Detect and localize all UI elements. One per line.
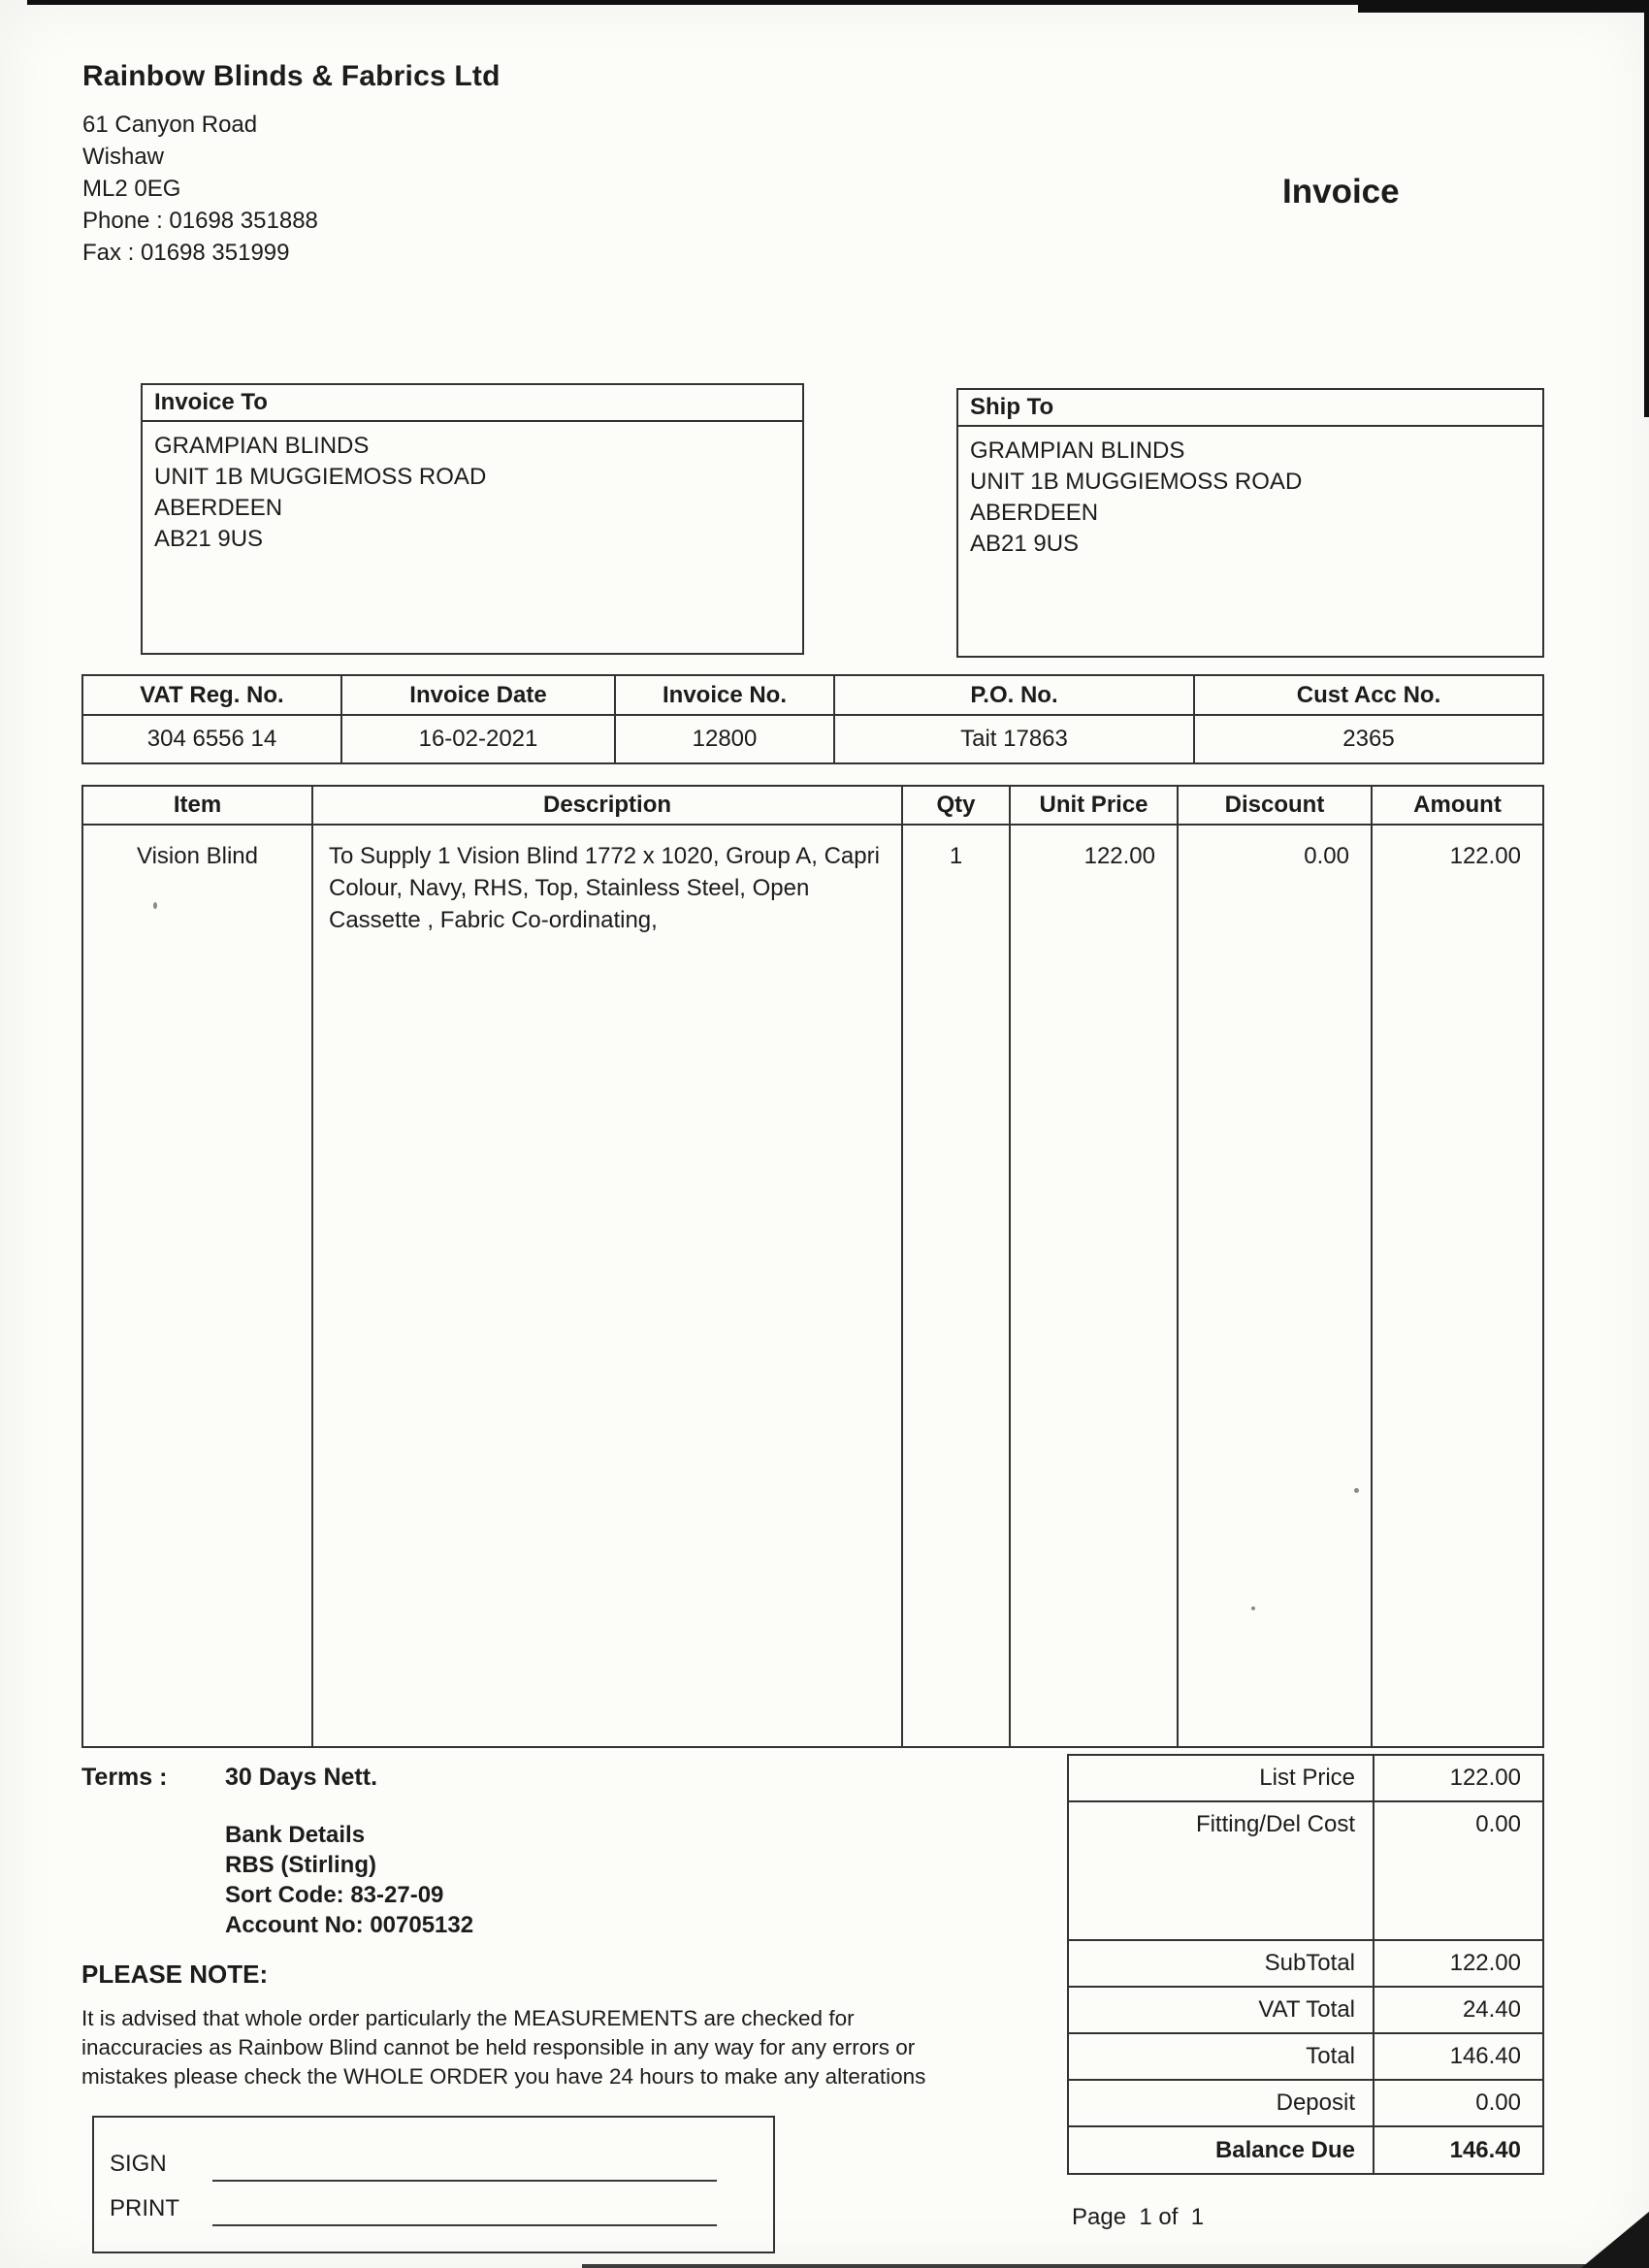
ship-to-line: AB21 9US <box>970 531 1080 557</box>
totals-row-vat-total <box>1069 1988 1542 2034</box>
bank-name: RBS (Stirling) <box>225 1852 376 1878</box>
item-cell-description: To Supply 1 Vision Blind 1772 x 1020, Group A, Capri Colour, Navy, RHS, Top, Stainless Steel, Open Cassette , Fabric Co-ordinating, <box>311 826 901 1746</box>
ship-to-line: UNIT 1B MUGGIEMOSS ROAD <box>970 469 1303 495</box>
totals-label: SubTotal <box>1069 1941 1374 1986</box>
document-title: Invoice <box>1282 173 1400 211</box>
scan-artifact-right-edge <box>1644 0 1649 417</box>
company-name: Rainbow Blinds & Fabrics Ltd <box>82 60 501 92</box>
totals-value: 0.00 <box>1475 1811 1521 1837</box>
totals-label: Fitting/Del Cost <box>1069 1802 1374 1939</box>
item-cell-amount: 122.00 <box>1371 826 1542 1746</box>
totals-value: 146.40 <box>1449 2043 1521 2069</box>
totals-row-total <box>1069 2034 1542 2081</box>
totals-label: VAT Total <box>1069 1988 1374 2032</box>
terms-label: Terms : <box>81 1764 168 1791</box>
sign-signature-line[interactable] <box>212 2151 717 2182</box>
invoice-to-line: GRAMPIAN BLINDS <box>154 433 370 459</box>
item-cell-discount: 0.00 <box>1177 826 1371 1746</box>
print-row <box>110 2182 773 2226</box>
item-cell-unit-price: 122.00 <box>1009 826 1177 1746</box>
ship-to-line: GRAMPIAN BLINDS <box>970 437 1185 464</box>
invoice-to-line: AB21 9US <box>154 526 264 552</box>
invoice-to-line: UNIT 1B MUGGIEMOSS ROAD <box>154 464 487 490</box>
meta-header-po-no: P.O. No. <box>833 676 1193 714</box>
meta-header-row <box>83 676 1542 716</box>
company-address-line: 61 Canyon Road <box>82 112 258 138</box>
terms-value: 30 Days Nett. <box>225 1764 378 1791</box>
items-header-discount: Discount <box>1177 787 1371 824</box>
print-label: PRINT <box>110 2195 179 2221</box>
item-cell-qty: 1 <box>901 826 1009 1746</box>
ship-to-label: Ship To <box>958 390 1542 427</box>
bank-details <box>225 1820 473 1940</box>
totals-row-deposit <box>1069 2081 1542 2127</box>
signature-box <box>92 2116 775 2253</box>
please-note-body <box>81 2004 1032 2091</box>
company-address-line: Wishaw <box>82 144 165 170</box>
meta-value-vat-reg: 304 6556 14 <box>146 726 277 752</box>
meta-value-invoice-date: 16-02-2021 <box>340 716 614 762</box>
please-note-line: inaccuracies as Rainbow Blind cannot be held responsible in any way for any errors or <box>81 2035 916 2059</box>
totals-value: 0.00 <box>1475 2090 1521 2116</box>
line-items-table <box>81 785 1544 1748</box>
ship-to-box <box>956 388 1544 658</box>
meta-value-po-no: Tait 17863 <box>833 716 1193 762</box>
invoice-to-address <box>143 422 802 564</box>
bank-sort-code: Sort Code: 83-27-09 <box>225 1882 444 1908</box>
item-cell-name: Vision Blind <box>137 843 258 869</box>
invoice-to-box <box>141 383 804 655</box>
totals-label: List Price <box>1069 1756 1374 1800</box>
please-note-line: It is advised that whole order particularly the MEASUREMENTS are checked for <box>81 2006 855 2030</box>
meta-value-invoice-no: 12800 <box>614 716 833 762</box>
page-number: Page 1 of 1 <box>1072 2204 1205 2230</box>
ship-to-address <box>958 427 1542 568</box>
meta-value-row <box>83 716 1542 762</box>
bank-details-title: Bank Details <box>225 1822 366 1848</box>
invoice-meta-table <box>81 674 1544 764</box>
print-signature-line[interactable] <box>212 2195 717 2226</box>
totals-row-subtotal <box>1069 1941 1542 1988</box>
items-header-item: Item <box>173 792 222 818</box>
scan-artifact-bottom-right-corner <box>1581 2212 1649 2268</box>
meta-header-cust-acc-no: Cust Acc No. <box>1193 676 1542 714</box>
meta-value-cust-acc-no: 2365 <box>1193 716 1542 762</box>
totals-value: 24.40 <box>1462 1996 1521 2023</box>
meta-header-invoice-no: Invoice No. <box>614 676 833 714</box>
sign-label: SIGN <box>110 2151 167 2177</box>
scan-artifact-bottom-edge <box>582 2264 1649 2268</box>
items-header-qty: Qty <box>901 787 1009 824</box>
totals-value: 122.00 <box>1449 1950 1521 1976</box>
scan-artifact-top-right <box>1358 0 1649 13</box>
company-address-line: ML2 0EG <box>82 176 181 202</box>
items-header-amount: Amount <box>1371 787 1542 824</box>
company-fax: Fax : 01698 351999 <box>82 240 290 266</box>
meta-header-invoice-date: Invoice Date <box>340 676 614 714</box>
items-header-description: Description <box>311 787 901 824</box>
line-items-row <box>83 826 1542 1746</box>
line-items-header-row <box>83 787 1542 826</box>
totals-row-fitting-del-cost <box>1069 1802 1542 1941</box>
totals-label: Total <box>1069 2034 1374 2079</box>
totals-row-balance-due <box>1069 2127 1542 2173</box>
items-header-unit-price: Unit Price <box>1009 787 1177 824</box>
totals-label: Deposit <box>1069 2081 1374 2125</box>
totals-label: Balance Due <box>1069 2127 1374 2173</box>
totals-box <box>1067 1754 1544 2175</box>
ship-to-line: ABERDEEN <box>970 500 1099 526</box>
totals-row-list-price <box>1069 1756 1542 1802</box>
bank-account-no: Account No: 00705132 <box>225 1912 474 1938</box>
please-note-title: PLEASE NOTE: <box>81 1960 269 1989</box>
company-header <box>82 60 501 269</box>
company-phone: Phone : 01698 351888 <box>82 208 318 234</box>
meta-header-vat-reg: VAT Reg. No. <box>140 681 284 708</box>
invoice-to-line: ABERDEEN <box>154 495 283 521</box>
totals-value: 122.00 <box>1449 1765 1521 1791</box>
totals-value: 146.40 <box>1449 2136 1521 2163</box>
invoice-to-label: Invoice To <box>143 385 802 422</box>
sign-row <box>110 2137 773 2182</box>
please-note-line: mistakes please check the WHOLE ORDER you have 24 hours to make any alterations <box>81 2064 926 2089</box>
